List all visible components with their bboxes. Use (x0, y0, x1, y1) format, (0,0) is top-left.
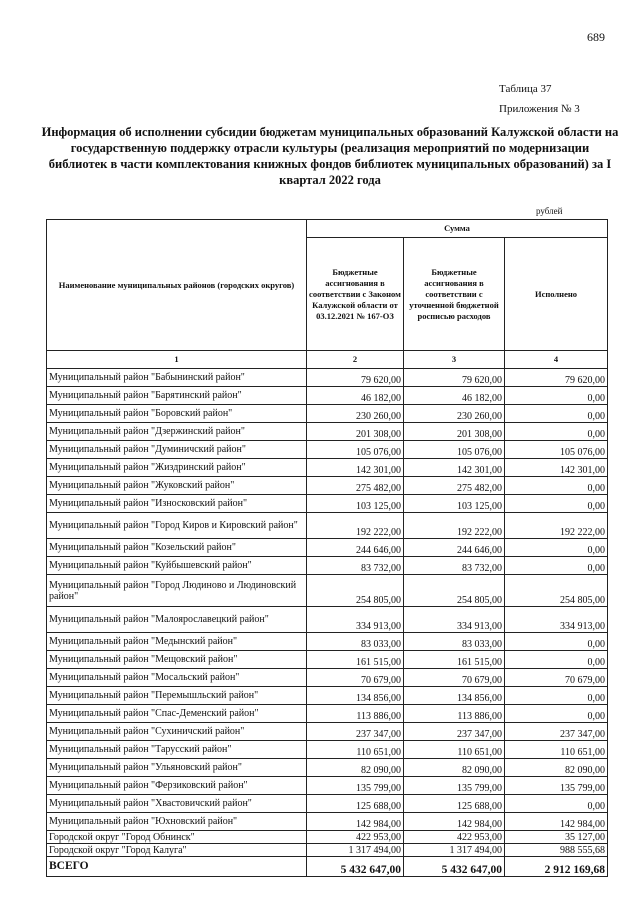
row-name: Муниципальный район "Город Людиново и Людиновский район" (47, 575, 307, 607)
row-law-amount: 201 308,00 (307, 423, 404, 441)
row-law-amount: 422 953,00 (307, 831, 404, 844)
document-title: Информация об исполнении субсидии бюджетам муниципальных образований Калужской области на государственную поддержку отрасли культуры (реализация мероприятий по модернизации библиотек в части комплектования книжных фондов библиотек муниципальных образований) за I квартал 2022 года (41, 125, 619, 187)
row-refined-amount: 135 799,00 (404, 777, 505, 795)
row-law-amount: 82 090,00 (307, 759, 404, 777)
row-done-amount: 0,00 (505, 795, 608, 813)
row-refined-amount: 192 222,00 (404, 513, 505, 539)
row-name: Муниципальный район "Мещовский район" (47, 651, 307, 669)
row-name: Муниципальный район "Сухиничский район" (47, 723, 307, 741)
row-law-amount: 113 886,00 (307, 705, 404, 723)
row-done-amount: 0,00 (505, 687, 608, 705)
appendix-label: Приложения № 3 (499, 103, 580, 115)
row-law-amount: 83 033,00 (307, 633, 404, 651)
row-refined-amount: 110 651,00 (404, 741, 505, 759)
row-refined-amount: 70 679,00 (404, 669, 505, 687)
header-sum-group: Сумма (307, 220, 608, 238)
row-refined-amount: 244 646,00 (404, 539, 505, 557)
row-done-amount: 0,00 (505, 405, 608, 423)
row-refined-amount: 334 913,00 (404, 607, 505, 633)
row-done-amount: 0,00 (505, 633, 608, 651)
row-name: Муниципальный район "Износковский район" (47, 495, 307, 513)
table-row (47, 687, 608, 705)
row-done-amount: 0,00 (505, 557, 608, 575)
table-reference (499, 79, 580, 119)
table-row (47, 513, 608, 539)
row-refined-amount: 230 260,00 (404, 405, 505, 423)
row-refined-amount: 82 090,00 (404, 759, 505, 777)
row-name: Муниципальный район "Тарусский район" (47, 741, 307, 759)
table-row (47, 777, 608, 795)
row-name: Муниципальный район "Думиничский район" (47, 441, 307, 459)
row-law-amount: 142 984,00 (307, 813, 404, 831)
table-row (47, 477, 608, 495)
row-done-amount: 988 555,68 (505, 844, 608, 857)
header-name-column: Наименование муниципальных районов (городских округов) (47, 220, 307, 351)
row-done-amount: 142 984,00 (505, 813, 608, 831)
row-name: Городской округ "Город Калуга" (47, 844, 307, 857)
row-refined-amount: 237 347,00 (404, 723, 505, 741)
table-row (47, 844, 608, 857)
row-law-amount: 334 913,00 (307, 607, 404, 633)
row-refined-amount: 105 076,00 (404, 441, 505, 459)
row-law-amount: 70 679,00 (307, 669, 404, 687)
table-row (47, 741, 608, 759)
row-done-amount: 0,00 (505, 423, 608, 441)
subsidy-table (46, 219, 608, 877)
table-row (47, 387, 608, 405)
row-refined-amount: 79 620,00 (404, 369, 505, 387)
row-done-amount: 334 913,00 (505, 607, 608, 633)
row-refined-amount: 103 125,00 (404, 495, 505, 513)
row-done-amount: 254 805,00 (505, 575, 608, 607)
row-law-amount: 275 482,00 (307, 477, 404, 495)
row-law-amount: 192 222,00 (307, 513, 404, 539)
row-done-amount: 110 651,00 (505, 741, 608, 759)
row-name: Муниципальный район "Медынский район" (47, 633, 307, 651)
row-name: Муниципальный район "Малоярославецкий район" (47, 607, 307, 633)
table-row (47, 459, 608, 477)
row-name: Муниципальный район "Дзержинский район" (47, 423, 307, 441)
row-done-amount: 79 620,00 (505, 369, 608, 387)
row-name: Муниципальный район "Бабынинский район" (47, 369, 307, 387)
row-name: Муниципальный район "Боровский район" (47, 405, 307, 423)
row-law-amount: 110 651,00 (307, 741, 404, 759)
row-name: Городской округ "Город Обнинск" (47, 831, 307, 844)
row-name: Муниципальный район "Козельский район" (47, 539, 307, 557)
row-law-amount: 83 732,00 (307, 557, 404, 575)
header-num-1: 1 (47, 351, 307, 369)
total-law: 5 432 647,00 (307, 857, 404, 877)
row-done-amount: 237 347,00 (505, 723, 608, 741)
row-name: Муниципальный район "Ферзиковский район" (47, 777, 307, 795)
table-row (47, 441, 608, 459)
total-label: ВСЕГО (47, 857, 307, 877)
header-num-3: 3 (404, 351, 505, 369)
row-refined-amount: 142 984,00 (404, 813, 505, 831)
row-refined-amount: 83 732,00 (404, 557, 505, 575)
row-done-amount: 0,00 (505, 477, 608, 495)
row-name: Муниципальный район "Юхновский район" (47, 813, 307, 831)
row-refined-amount: 134 856,00 (404, 687, 505, 705)
row-done-amount: 135 799,00 (505, 777, 608, 795)
row-name: Муниципальный район "Куйбышевский район" (47, 557, 307, 575)
page-number: 689 (587, 30, 605, 44)
row-done-amount: 82 090,00 (505, 759, 608, 777)
total-done: 2 912 169,68 (505, 857, 608, 877)
row-done-amount: 192 222,00 (505, 513, 608, 539)
row-law-amount: 230 260,00 (307, 405, 404, 423)
row-done-amount: 0,00 (505, 651, 608, 669)
row-name: Муниципальный район "Спас-Деменский район" (47, 705, 307, 723)
table-row (47, 795, 608, 813)
row-refined-amount: 201 308,00 (404, 423, 505, 441)
row-refined-amount: 275 482,00 (404, 477, 505, 495)
row-law-amount: 46 182,00 (307, 387, 404, 405)
row-law-amount: 125 688,00 (307, 795, 404, 813)
row-refined-amount: 125 688,00 (404, 795, 505, 813)
row-law-amount: 103 125,00 (307, 495, 404, 513)
table-row (47, 495, 608, 513)
row-done-amount: 70 679,00 (505, 669, 608, 687)
table-row (47, 669, 608, 687)
row-refined-amount: 254 805,00 (404, 575, 505, 607)
table-row (47, 633, 608, 651)
table-row (47, 723, 608, 741)
row-refined-amount: 46 182,00 (404, 387, 505, 405)
table-row (47, 575, 608, 607)
table-row (47, 831, 608, 844)
row-refined-amount: 161 515,00 (404, 651, 505, 669)
table-row (47, 369, 608, 387)
row-law-amount: 244 646,00 (307, 539, 404, 557)
row-law-amount: 79 620,00 (307, 369, 404, 387)
row-refined-amount: 83 033,00 (404, 633, 505, 651)
table-row (47, 651, 608, 669)
unit-label: рублей (536, 206, 563, 216)
table-row (47, 607, 608, 633)
row-done-amount: 105 076,00 (505, 441, 608, 459)
table-body (47, 369, 608, 877)
row-name: Муниципальный район "Ульяновский район" (47, 759, 307, 777)
row-refined-amount: 113 886,00 (404, 705, 505, 723)
row-name: Муниципальный район "Город Киров и Кировский район" (47, 513, 307, 539)
table-row (47, 539, 608, 557)
row-done-amount: 142 301,00 (505, 459, 608, 477)
row-name: Муниципальный район "Жуковский район" (47, 477, 307, 495)
row-law-amount: 142 301,00 (307, 459, 404, 477)
row-refined-amount: 142 301,00 (404, 459, 505, 477)
row-name: Муниципальный район "Барятинский район" (47, 387, 307, 405)
header-num-4: 4 (505, 351, 608, 369)
header-refined-column: Бюджетные ассигнования в соответствии с уточненной бюджетной росписью расходов (404, 238, 505, 351)
row-done-amount: 0,00 (505, 539, 608, 557)
table-row (47, 705, 608, 723)
row-refined-amount: 1 317 494,00 (404, 844, 505, 857)
row-law-amount: 105 076,00 (307, 441, 404, 459)
row-law-amount: 134 856,00 (307, 687, 404, 705)
row-name: Муниципальный район "Хвастовичский район" (47, 795, 307, 813)
total-row (47, 857, 608, 877)
row-done-amount: 0,00 (505, 387, 608, 405)
row-law-amount: 237 347,00 (307, 723, 404, 741)
row-name: Муниципальный район "Мосальский район" (47, 669, 307, 687)
table-row (47, 405, 608, 423)
table-row (47, 557, 608, 575)
header-law-column: Бюджетные ассигнования в соответствии с Законом Калужской области от 03.12.2021 № 167-ОЗ (307, 238, 404, 351)
table-row (47, 423, 608, 441)
header-done-column: Исполнено (505, 238, 608, 351)
row-done-amount: 35 127,00 (505, 831, 608, 844)
row-done-amount: 0,00 (505, 495, 608, 513)
table-row (47, 813, 608, 831)
row-name: Муниципальный район "Жиздринский район" (47, 459, 307, 477)
header-num-2: 2 (307, 351, 404, 369)
table-row (47, 759, 608, 777)
total-refined: 5 432 647,00 (404, 857, 505, 877)
row-refined-amount: 422 953,00 (404, 831, 505, 844)
row-name: Муниципальный район "Перемышльский район" (47, 687, 307, 705)
row-law-amount: 161 515,00 (307, 651, 404, 669)
row-law-amount: 1 317 494,00 (307, 844, 404, 857)
table-label: Таблица 37 (499, 83, 552, 95)
row-done-amount: 0,00 (505, 705, 608, 723)
row-law-amount: 254 805,00 (307, 575, 404, 607)
row-law-amount: 135 799,00 (307, 777, 404, 795)
